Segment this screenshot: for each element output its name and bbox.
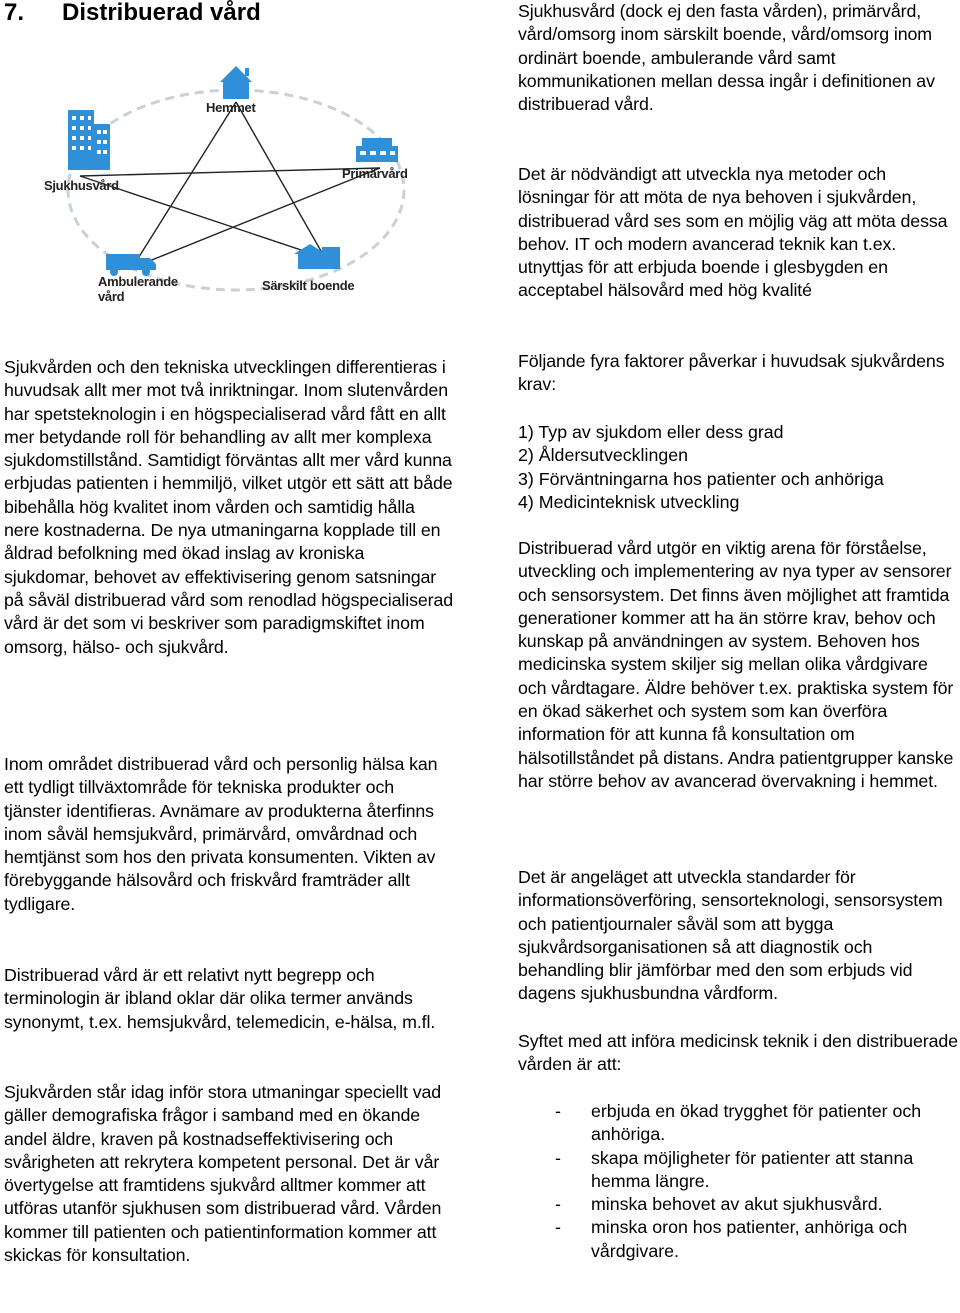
list-item-text: minska behovet av akut sjukhusvård. (591, 1194, 883, 1215)
list-item (518, 1147, 960, 1194)
list-item: 2) Åldersutvecklingen (518, 445, 688, 466)
label-hospital: Sjukhusvård (44, 178, 119, 193)
label-special-housing: Särskilt boende (262, 278, 355, 293)
section-title: Distribuerad vård (62, 0, 261, 26)
left-paragraph-2: Inom området distribuerad vård och personlig hälsa kan ett tydligt tillväxtområde för tekniska produkter och tjänster identifieras. Avnämare av produkterna återfinns inom såväl hemsjukvård, primärvård, omvårdnad och hemtjänst som hos den privata konsumenten. Vikten av förebyggande hälsovård och friskvård framträder allt tydligare. (4, 754, 438, 914)
right-paragraph-4: Distribuerad vård utgör en viktig arena för förståelse, utveckling och implementering av nya typer av sensorer och sensorsystem. Det finns även möjlighet att framtida generationer kommer att ha än större krav, behov och kunskap på användningen av system. Behoven hos medicinska system skiljer sig mellan olika vårdgivare och vårdtagare. Äldre behöver t.ex. praktiska system för en ökad säkerhet och system som kan överföra information för att kunna få konsultation om hälsotillståndet på distans. Andra patientgrupper kanske har större behov av avancerad övervakning i hemmet. (518, 538, 954, 791)
list-item: 1) Typ av sjukdom eller dess grad (518, 422, 784, 442)
primary-care-icon (356, 138, 398, 162)
right-paragraph-1: Sjukhusvård (dock ej den fasta vården), primärvård, vård/omsorg inom särskilt boende, vård/omsorg inom ordinärt boende, ambulerande vård samt kommunikationen mellan dessa ingår i definitionen av distribuerad vård. (518, 1, 935, 115)
list-item (518, 1100, 960, 1147)
distributed-care-figure (40, 58, 432, 308)
special-housing-icon (294, 244, 340, 269)
left-paragraph-1: Sjukvården och den tekniska utvecklingen differentieras i huvudsak allt mer mot två inriktningar. Inom slutenvården har spetsteknologin i en högspecialiserad vård fått en allt mer betydande roll för behandling av allt mer komplexa sjukdomstillstånd. Samtidigt förväntas allt mer vård kunna erbjudas patienten i hemmiljö, vilket utgör ett sätt att både bibehålla hög kvalitet inom vården och samtidig hålla nere kostnaderna. De nya utmaningarna kopplade till en åldrad befolkning med ökad inslag av kroniska sjukdomar, behovet av effektivisering genom satsningar på såväl distribuerad vård som renodlad högspecialiserad vård är det som vi beskriver som paradigmskiftet inom omsorg, hälso- och sjukvård. (4, 357, 454, 657)
left-paragraph-3: Distribuerad vård är ett relativt nytt begrepp och terminologin är ibland oklar där olika termer används synonymt, t.ex. hemsjukvård, telemedicin, e-hälsa, m.fl. (4, 965, 436, 1032)
right-paragraph-2: Det är nödvändigt att utveckla nya metoder och lösningar för att möta de nya behoven i sjukvården, distribuerad vård ses som en möjlig väg att möta dessa behov. IT och modern avancerad teknik kan t.ex. utnyttjas för att erbjuda boende i glesbygden en acceptabel hälsovård med hög kvalité (518, 164, 948, 301)
star-lines (80, 102, 380, 268)
list-dash: - (555, 1217, 561, 1238)
aims-list (518, 1100, 960, 1263)
list-dash: - (555, 1194, 561, 1215)
right-paragraph-6: Syftet med att införa medicinsk teknik i den distribuerade vården är att: (518, 1031, 958, 1075)
list-item (518, 1193, 960, 1216)
list-dash: - (555, 1101, 561, 1121)
label-primary-care: Primärvård (342, 166, 408, 181)
list-item: 3) Förväntningarna hos patienter och anhöriga (518, 468, 884, 489)
home-icon (220, 66, 252, 99)
list-item (518, 1216, 960, 1263)
list-item-text: erbjuda en ökad trygghet för patienter och anhöriga. (591, 1101, 922, 1145)
left-paragraph-4: Sjukvården står idag inför stora utmaningar speciellt vad gäller demografiska frågor i samband med en ökande andel äldre, kraven på kostnadseffektivisering och svårigheten att rekrytera kompetent personal. Det är vår övertygelse att framtidens sjukvård alltmer kommer att utföras utanför sjukhusen som distribuerad vård. Vården kommer till patienten och patientinformation kommer att skickas för konsultation. (4, 1082, 442, 1266)
section-heading (4, 0, 261, 28)
label-ambulatory-line2: vård (98, 289, 125, 304)
right-paragraph-5: Det är angeläget att utveckla standarder för informationsöverföring, sensorteknologi, sensorsystem och patientjournaler såväl som att bygga sjukvårdsorganisationen så att diagnostik och behandling blir jämförbar med den som erbjuds vid dagens sjukhusbundna vårdform. (518, 867, 943, 1004)
list-item-text: minska oron hos patienter, anhöriga och vårdgivare. (591, 1217, 908, 1261)
list-item: 4) Medicinteknisk utveckling (518, 491, 740, 512)
distributed-care-diagram (40, 58, 432, 308)
label-ambulatory-line1: Ambulerande (98, 274, 178, 289)
list-dash: - (555, 1147, 561, 1168)
ambulance-icon (106, 254, 156, 276)
section-number: 7. (4, 0, 25, 26)
factors-list (518, 421, 958, 514)
label-home: Hemmet (206, 100, 256, 115)
right-paragraph-3: Följande fyra faktorer påverkar i huvudsak sjukvårdens krav: (518, 351, 945, 395)
list-item-text: skapa möjligheter för patienter att stanna hemma längre. (591, 1147, 914, 1191)
